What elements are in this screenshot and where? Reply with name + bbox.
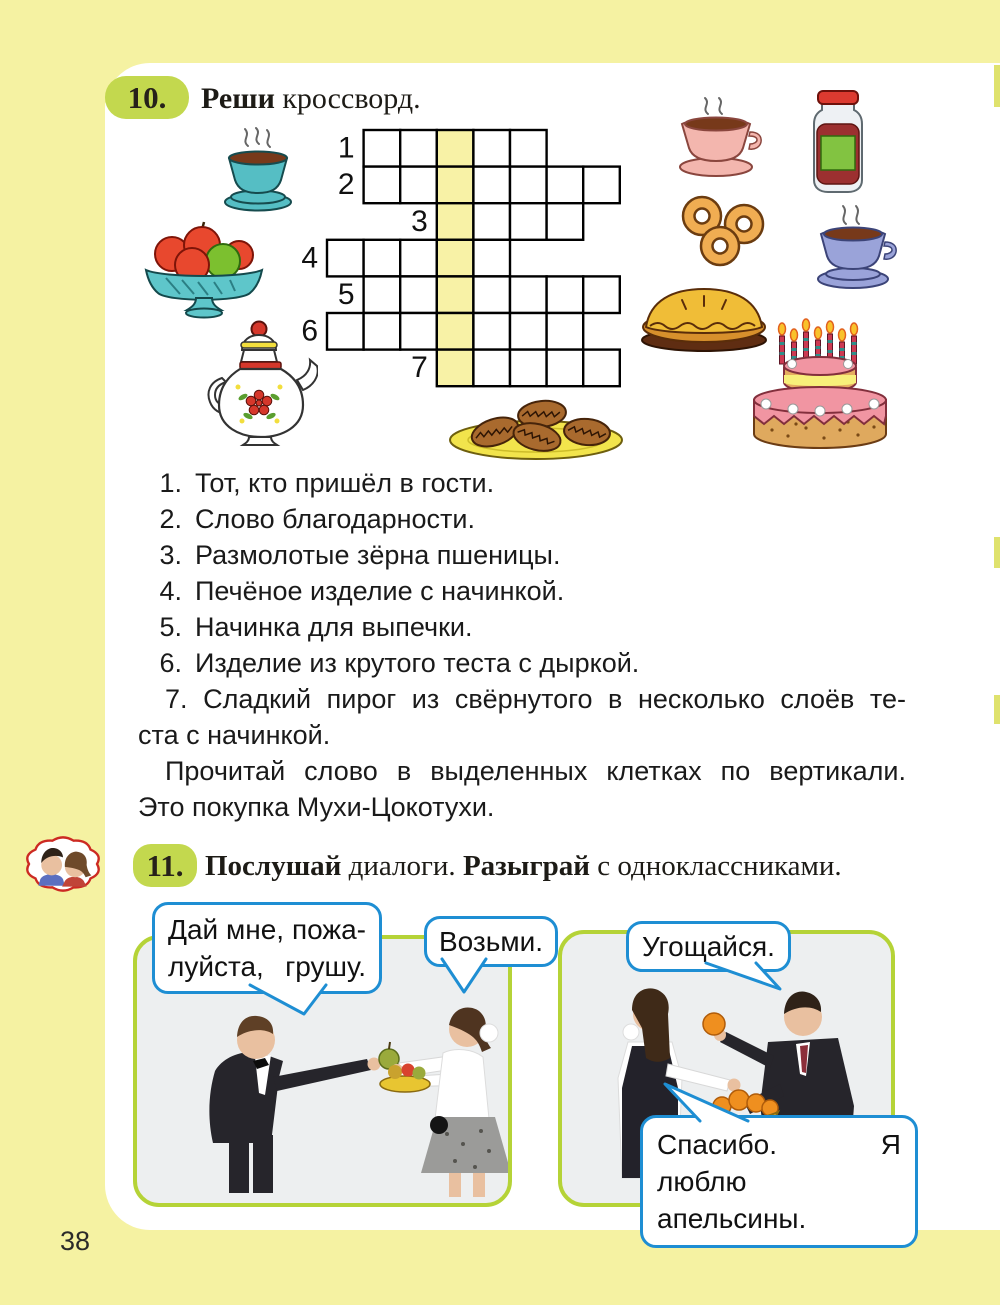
crossword-cell[interactable] (510, 167, 547, 204)
crossword-cell[interactable] (327, 240, 364, 277)
note-line2: Это покупка Мухи-Цокотухи. (138, 792, 495, 822)
crossword-cell[interactable] (510, 203, 547, 240)
crossword-row-number: 3 (411, 204, 428, 238)
clue-item (138, 537, 906, 573)
crossword-cell[interactable] (473, 130, 510, 167)
crossword-cell[interactable] (547, 350, 584, 387)
clue-item (138, 609, 906, 645)
clue-item (138, 645, 906, 681)
clue-7-line1: 7. Сладкий пирог из свёрнутого в несколько слоёв те- (165, 684, 906, 714)
exercise-10-title (201, 82, 421, 116)
crossword-cell[interactable] (547, 313, 584, 350)
crossword-cell[interactable] (400, 313, 437, 350)
exercise-11-title-bold1: Послушай (205, 850, 342, 882)
crossword-cell[interactable] (437, 130, 474, 167)
crossword-row-number: 4 (301, 241, 318, 275)
crossword-cell[interactable] (510, 350, 547, 387)
crossword-cell[interactable] (473, 350, 510, 387)
crossword-cell[interactable] (473, 203, 510, 240)
bubble-give-line1: Дай мне, пожа- (168, 914, 366, 945)
speech-bubble-thanks (640, 1115, 918, 1248)
clue-7-line2: ста с начинкой. (138, 720, 331, 750)
crossword-cell[interactable] (437, 240, 474, 277)
page-number: 38 (60, 1226, 91, 1256)
crossword-cell[interactable] (473, 313, 510, 350)
crossword-cell[interactable] (437, 203, 474, 240)
children-talking-icon (18, 830, 108, 898)
crossword-cell[interactable] (473, 276, 510, 313)
crossword-cell[interactable] (400, 240, 437, 277)
clue-number: 3. (159, 540, 182, 570)
exercise-11-title (205, 850, 842, 883)
crossword-cell[interactable] (400, 130, 437, 167)
fruit-bowl-image (138, 218, 270, 320)
crossword-row-number: 7 (411, 351, 428, 385)
clue-text: Начинка для выпечки. (195, 612, 473, 642)
exercise-10-badge: 10. (105, 76, 189, 119)
exercise-10-title-rest: кроссворд. (274, 82, 421, 115)
crossword-row-number: 5 (337, 278, 355, 311)
clue-item (138, 501, 906, 537)
crossword-note (138, 753, 906, 825)
clue-number: 5. (159, 612, 182, 642)
birthday-cake-image (736, 298, 904, 452)
page-edge-tab (994, 695, 1000, 724)
speech-tail (426, 958, 498, 996)
teacup-image (212, 126, 304, 214)
speech-bubble-give (152, 902, 382, 994)
clue-item (138, 465, 906, 501)
clue-text: Тот, кто пришёл в гости. (195, 468, 495, 498)
exercise-11-title-rest: с одноклассниками. (589, 850, 842, 882)
note-line1: Прочитай слово в выделенных клетках по вертикали. (165, 756, 906, 786)
jam-jar-image (806, 88, 870, 194)
clue-text: Печёное изделие с начинкой. (195, 576, 565, 606)
crossword-cell[interactable] (327, 313, 364, 350)
clue-number: 2. (159, 504, 182, 534)
crossword-cell[interactable] (400, 276, 437, 313)
bagels-image (668, 192, 776, 270)
clue-number: 4. (159, 576, 182, 606)
bubble-thanks-line1: Спасибо. Я люблю (657, 1129, 901, 1197)
crossword-cell[interactable] (547, 276, 584, 313)
pirozhki-plate-image (447, 392, 625, 462)
crossword-cell[interactable] (364, 313, 401, 350)
crossword-row-number: 2 (337, 168, 355, 202)
clue-text: Изделие из крутого теста с дыркой. (195, 648, 640, 678)
crossword-cell[interactable] (437, 350, 474, 387)
bubble-offer-text: Угощайся. (642, 931, 775, 962)
crossword-cell[interactable] (364, 167, 401, 204)
bubble-take-text: Возьми. (439, 926, 544, 957)
clue-text: Размолотые зёрна пшеницы. (195, 540, 561, 570)
clue-number: 1. (159, 468, 182, 498)
crossword-row-number: 6 (301, 314, 318, 348)
crossword-cell[interactable] (473, 240, 510, 277)
clue-text: Слово благодарности. (195, 504, 475, 534)
crossword-cell[interactable] (400, 167, 437, 204)
bubble-thanks-line2: апельсины. (657, 1203, 807, 1234)
bubble-give-line2: луйста, грушу. (168, 951, 366, 982)
blue-teacup-image (806, 204, 900, 290)
crossword-cell[interactable] (547, 203, 584, 240)
crossword-cell[interactable] (510, 130, 547, 167)
clue-item (138, 573, 906, 609)
crossword-cell[interactable] (364, 240, 401, 277)
exercise-11-title-bold2: Разыграй (462, 850, 590, 882)
clue-number: 6. (159, 648, 182, 678)
page-edge-tab (994, 537, 1000, 568)
clues-list (138, 465, 906, 681)
exercise-11-badge: 11. (133, 844, 197, 887)
crossword-cell[interactable] (547, 167, 584, 204)
speech-tail (648, 1080, 768, 1122)
crossword-cell[interactable] (583, 276, 620, 313)
crossword-cell[interactable] (510, 313, 547, 350)
page-edge-tab (994, 65, 1000, 107)
pink-teacup-image (668, 96, 764, 178)
crossword-cell[interactable] (437, 313, 474, 350)
crossword-cell[interactable] (583, 350, 620, 387)
crossword-cell[interactable] (364, 130, 401, 167)
clue-item-7 (138, 681, 906, 753)
exercise-10-title-bold: Реши (201, 82, 275, 115)
crossword-cell[interactable] (510, 276, 547, 313)
speech-tail (238, 984, 330, 1018)
speech-tail (694, 962, 794, 994)
crossword-cell[interactable] (437, 167, 474, 204)
steam-icon (245, 128, 270, 147)
crossword-cell[interactable] (473, 167, 510, 204)
crossword-grid (300, 121, 630, 391)
crossword-cell[interactable] (583, 167, 620, 204)
teapot-image (202, 318, 318, 448)
crossword-cell[interactable] (364, 276, 401, 313)
exercise-11-title-mid: диалоги. (341, 850, 463, 882)
crossword-row-number: 1 (337, 131, 355, 165)
crossword-cell[interactable] (437, 276, 474, 313)
